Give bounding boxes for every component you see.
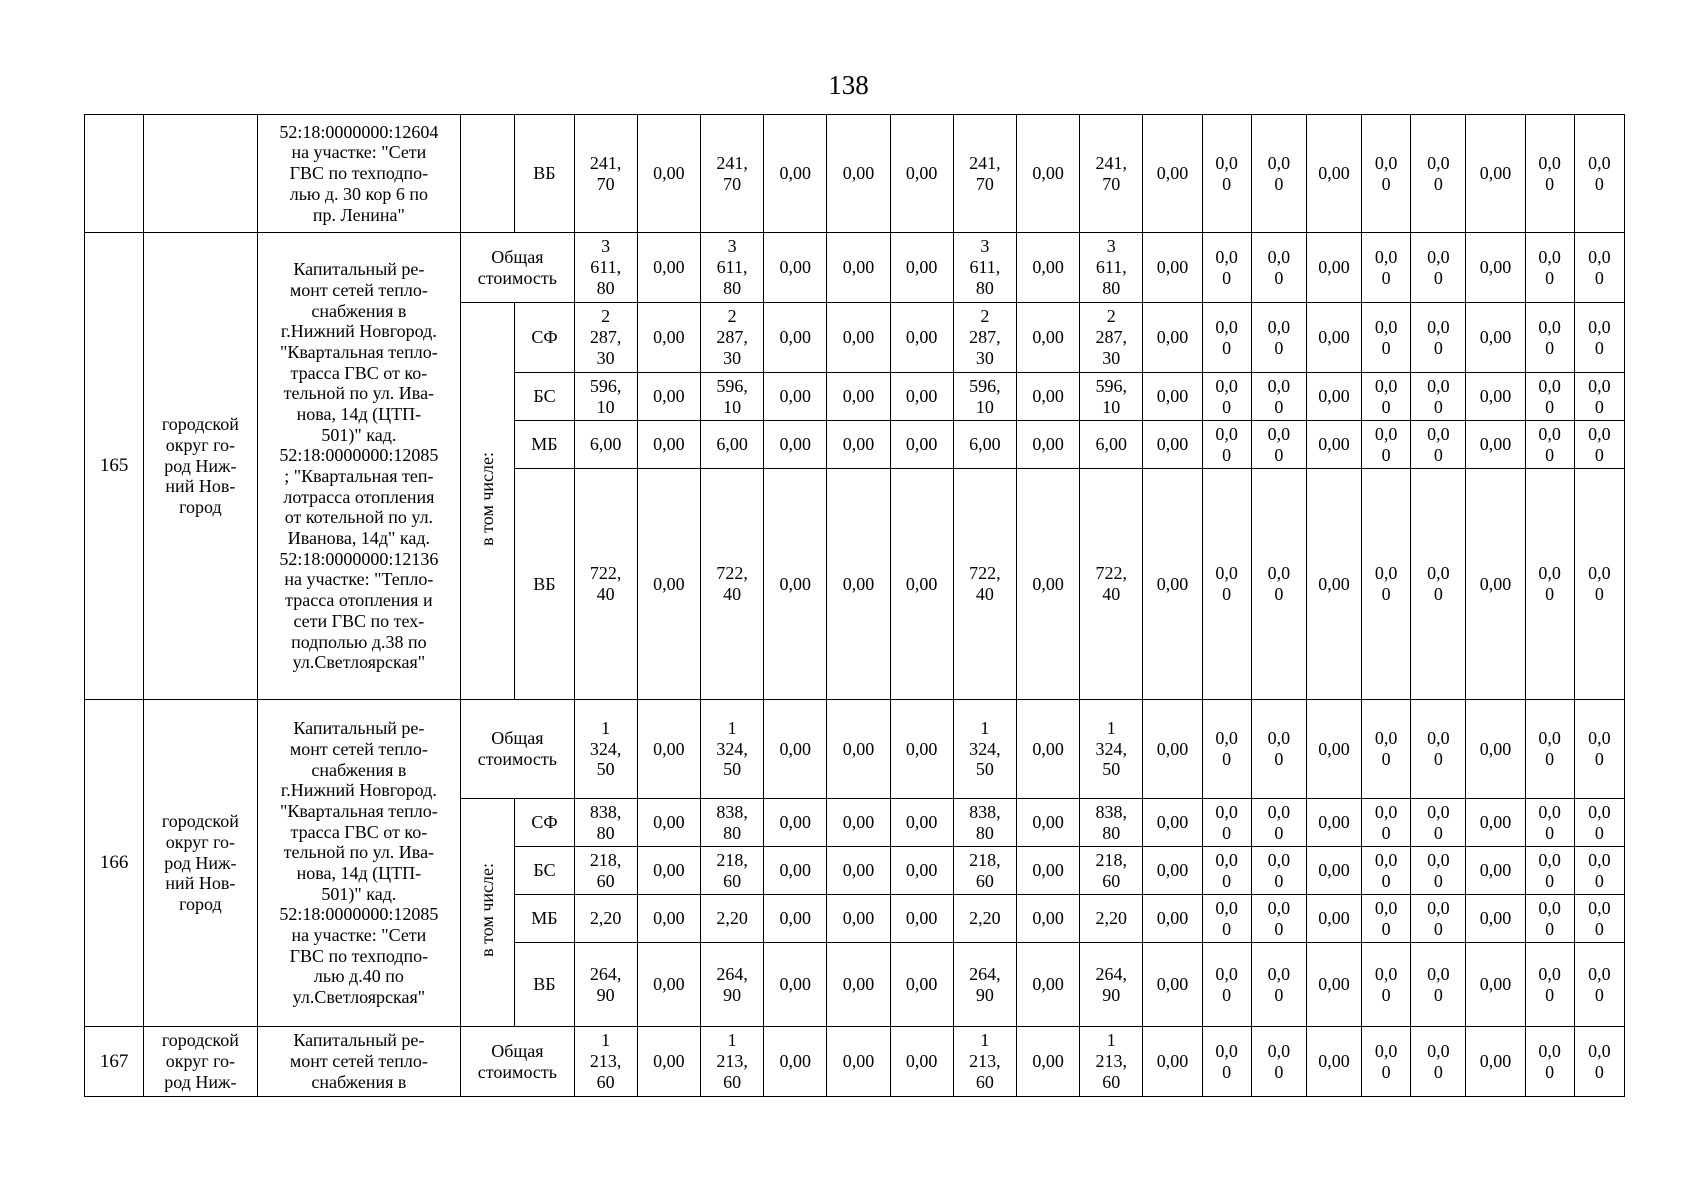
total-cell-3: 1 324, 50 (700, 700, 763, 799)
value-cell-15: 0,0 0 (1411, 303, 1466, 373)
value-cell-5: 0,00 (827, 303, 890, 373)
value-cell-10: 0,00 (1143, 303, 1202, 373)
value-cell-12: 0,0 0 (1251, 303, 1306, 373)
value-cell-12: 0,0 0 (1251, 895, 1306, 943)
value-cell-15: 0,0 0 (1411, 943, 1466, 1027)
value-cell-4: 0,00 (764, 303, 827, 373)
value-cell-8: 0,00 (1016, 847, 1079, 895)
total-cell-14: 0,0 0 (1362, 233, 1411, 303)
total-cost-label: Общая стоимость (461, 700, 574, 799)
value-cell-10: 0,00 (1143, 115, 1202, 233)
funding-source-label: МБ (515, 421, 574, 469)
funding-source-label: СФ (515, 303, 574, 373)
value-cell-3: 6,00 (700, 421, 763, 469)
value-cell-16: 0,00 (1466, 115, 1525, 233)
value-cell-11: 0,0 0 (1202, 799, 1251, 847)
municipality-cell: городской округ го- род Ниж- (144, 1027, 257, 1097)
value-cell-18: 0,0 0 (1574, 303, 1624, 373)
value-cell-18: 0,0 0 (1574, 799, 1624, 847)
funding-source-label: БС (515, 847, 574, 895)
value-cell-2: 0,00 (637, 943, 700, 1027)
value-cell-2: 0,00 (637, 895, 700, 943)
value-cell-17: 0,0 0 (1525, 303, 1574, 373)
value-cell-5: 0,00 (827, 421, 890, 469)
value-cell-8: 0,00 (1016, 303, 1079, 373)
total-cell-7: 1 213, 60 (953, 1027, 1016, 1097)
value-cell-10: 0,00 (1143, 799, 1202, 847)
value-cell-2: 0,00 (637, 115, 700, 233)
value-cell-11: 0,0 0 (1202, 115, 1251, 233)
value-cell-14: 0,0 0 (1362, 373, 1411, 421)
including-label: в том числе: (477, 863, 498, 958)
funding-source-label: МБ (515, 895, 574, 943)
table-row-total (85, 233, 1625, 303)
value-cell-2: 0,00 (637, 421, 700, 469)
value-cell-12: 0,0 0 (1251, 469, 1306, 700)
total-cell-14: 0,0 0 (1362, 700, 1411, 799)
value-cell-5: 0,00 (827, 943, 890, 1027)
value-cell-1: 6,00 (574, 421, 637, 469)
value-cell-6: 0,00 (890, 895, 953, 943)
value-cell-10: 0,00 (1143, 847, 1202, 895)
including-label: в том числе: (477, 451, 498, 546)
value-cell-9: 596, 10 (1080, 373, 1143, 421)
value-cell-8: 0,00 (1016, 895, 1079, 943)
value-cell-6: 0,00 (890, 373, 953, 421)
value-cell-3: 838, 80 (700, 799, 763, 847)
total-cell-18: 0,0 0 (1574, 233, 1624, 303)
value-cell-8: 0,00 (1016, 373, 1079, 421)
total-cell-13: 0,00 (1306, 1027, 1361, 1097)
value-cell-11: 0,0 0 (1202, 303, 1251, 373)
value-cell-8: 0,00 (1016, 469, 1079, 700)
including-label-cell (461, 115, 515, 233)
value-cell-10: 0,00 (1143, 421, 1202, 469)
page-number: 138 (828, 70, 869, 100)
value-cell-15: 0,0 0 (1411, 895, 1466, 943)
value-cell-8: 0,00 (1016, 943, 1079, 1027)
budget-table (84, 114, 1625, 1097)
value-cell-14: 0,0 0 (1362, 799, 1411, 847)
total-cell-13: 0,00 (1306, 233, 1361, 303)
value-cell-7: 241, 70 (953, 115, 1016, 233)
total-cell-13: 0,00 (1306, 700, 1361, 799)
total-cell-5: 0,00 (827, 233, 890, 303)
value-cell-4: 0,00 (764, 469, 827, 700)
total-cell-6: 0,00 (890, 1027, 953, 1097)
total-cell-1: 3 611, 80 (574, 233, 637, 303)
total-cell-10: 0,00 (1143, 1027, 1202, 1097)
municipality-cell (144, 115, 257, 233)
value-cell-16: 0,00 (1466, 303, 1525, 373)
total-cell-4: 0,00 (764, 700, 827, 799)
total-cell-5: 0,00 (827, 1027, 890, 1097)
value-cell-4: 0,00 (764, 115, 827, 233)
table-row-total (85, 1027, 1625, 1097)
project-description: Капитальный ре- монт сетей тепло- снабжения в г.Нижний Новгород. "Квартальная тепло- трасса ГВС от ко- тельной по ул. Ива- нова, 14д (ЦТП- 501)" кад. 52:18:0000000:12085 на участке: "Сети ГВС по техподпо- лью д.40 по ул.Светлоярская" (257, 700, 461, 1027)
value-cell-6: 0,00 (890, 799, 953, 847)
value-cell-7: 2 287, 30 (953, 303, 1016, 373)
value-cell-14: 0,0 0 (1362, 469, 1411, 700)
value-cell-14: 0,0 0 (1362, 303, 1411, 373)
value-cell-1: 241, 70 (574, 115, 637, 233)
value-cell-7: 264, 90 (953, 943, 1016, 1027)
total-cell-9: 3 611, 80 (1080, 233, 1143, 303)
value-cell-16: 0,00 (1466, 421, 1525, 469)
total-cell-16: 0,00 (1466, 233, 1525, 303)
value-cell-6: 0,00 (890, 847, 953, 895)
value-cell-7: 722, 40 (953, 469, 1016, 700)
value-cell-6: 0,00 (890, 115, 953, 233)
total-cost-label: Общая стоимость (461, 1027, 574, 1097)
value-cell-1: 2,20 (574, 895, 637, 943)
value-cell-1: 264, 90 (574, 943, 637, 1027)
value-cell-17: 0,0 0 (1525, 943, 1574, 1027)
value-cell-16: 0,00 (1466, 373, 1525, 421)
total-cell-18: 0,0 0 (1574, 1027, 1624, 1097)
value-cell-1: 838, 80 (574, 799, 637, 847)
value-cell-10: 0,00 (1143, 469, 1202, 700)
total-cell-16: 0,00 (1466, 1027, 1525, 1097)
total-cell-6: 0,00 (890, 700, 953, 799)
value-cell-11: 0,0 0 (1202, 469, 1251, 700)
total-cell-10: 0,00 (1143, 700, 1202, 799)
total-cell-17: 0,0 0 (1525, 1027, 1574, 1097)
value-cell-15: 0,0 0 (1411, 469, 1466, 700)
value-cell-3: 596, 10 (700, 373, 763, 421)
value-cell-18: 0,0 0 (1574, 469, 1624, 700)
value-cell-4: 0,00 (764, 943, 827, 1027)
total-cell-2: 0,00 (637, 700, 700, 799)
including-label-cell (461, 799, 515, 1027)
value-cell-13: 0,00 (1306, 847, 1361, 895)
funding-source-label: СФ (515, 799, 574, 847)
value-cell-14: 0,0 0 (1362, 895, 1411, 943)
value-cell-15: 0,0 0 (1411, 421, 1466, 469)
value-cell-17: 0,0 0 (1525, 421, 1574, 469)
value-cell-5: 0,00 (827, 469, 890, 700)
value-cell-7: 2,20 (953, 895, 1016, 943)
row-number: 165 (85, 233, 144, 700)
total-cell-8: 0,00 (1016, 700, 1079, 799)
value-cell-17: 0,0 0 (1525, 799, 1574, 847)
value-cell-5: 0,00 (827, 373, 890, 421)
value-cell-12: 0,0 0 (1251, 373, 1306, 421)
value-cell-14: 0,0 0 (1362, 943, 1411, 1027)
value-cell-4: 0,00 (764, 895, 827, 943)
value-cell-3: 2,20 (700, 895, 763, 943)
total-cell-4: 0,00 (764, 1027, 827, 1097)
value-cell-4: 0,00 (764, 799, 827, 847)
value-cell-18: 0,0 0 (1574, 421, 1624, 469)
value-cell-3: 218, 60 (700, 847, 763, 895)
project-description: 52:18:0000000:12604 на участке: "Сети ГВС по техподпо- лью д. 30 кор 6 по пр. Ленина" (257, 115, 461, 233)
value-cell-13: 0,00 (1306, 799, 1361, 847)
value-cell-17: 0,0 0 (1525, 115, 1574, 233)
value-cell-6: 0,00 (890, 469, 953, 700)
total-cell-1: 1 324, 50 (574, 700, 637, 799)
value-cell-8: 0,00 (1016, 115, 1079, 233)
value-cell-3: 2 287, 30 (700, 303, 763, 373)
value-cell-15: 0,0 0 (1411, 799, 1466, 847)
value-cell-18: 0,0 0 (1574, 115, 1624, 233)
value-cell-1: 2 287, 30 (574, 303, 637, 373)
value-cell-3: 722, 40 (700, 469, 763, 700)
value-cell-5: 0,00 (827, 115, 890, 233)
project-description: Капитальный ре- монт сетей тепло- снабжения в г.Нижний Новгород. "Квартальная тепло- трасса ГВС от ко- тельной по ул. Ива- нова, 14д (ЦТП- 501)" кад. 52:18:0000000:12085 ; "Квартальная теп- лотрасса отопления от котельной по ул. Иванова, 14д" кад. 52:18:0000000:12136 на участке: "Тепло- трасса отопления и сети ГВС по тех- подполью д.38 по ул.Светлоярская" (257, 233, 461, 700)
value-cell-9: 722, 40 (1080, 469, 1143, 700)
value-cell-1: 722, 40 (574, 469, 637, 700)
total-cell-17: 0,0 0 (1525, 700, 1574, 799)
row-number: 167 (85, 1027, 144, 1097)
total-cell-7: 1 324, 50 (953, 700, 1016, 799)
total-cell-9: 1 324, 50 (1080, 700, 1143, 799)
total-cell-11: 0,0 0 (1202, 700, 1251, 799)
value-cell-7: 6,00 (953, 421, 1016, 469)
value-cell-8: 0,00 (1016, 799, 1079, 847)
total-cell-8: 0,00 (1016, 1027, 1079, 1097)
value-cell-13: 0,00 (1306, 421, 1361, 469)
value-cell-1: 218, 60 (574, 847, 637, 895)
value-cell-9: 838, 80 (1080, 799, 1143, 847)
project-description: Капитальный ре- монт сетей тепло- снабжения в (257, 1027, 461, 1097)
row-number (85, 115, 144, 233)
value-cell-18: 0,0 0 (1574, 847, 1624, 895)
value-cell-7: 838, 80 (953, 799, 1016, 847)
total-cell-14: 0,0 0 (1362, 1027, 1411, 1097)
value-cell-13: 0,00 (1306, 115, 1361, 233)
total-cell-16: 0,00 (1466, 700, 1525, 799)
value-cell-14: 0,0 0 (1362, 115, 1411, 233)
value-cell-2: 0,00 (637, 847, 700, 895)
funding-source-label: ВБ (515, 469, 574, 700)
value-cell-9: 218, 60 (1080, 847, 1143, 895)
total-cell-12: 0,0 0 (1251, 1027, 1306, 1097)
value-cell-6: 0,00 (890, 943, 953, 1027)
value-cell-16: 0,00 (1466, 799, 1525, 847)
value-cell-16: 0,00 (1466, 469, 1525, 700)
total-cell-4: 0,00 (764, 233, 827, 303)
value-cell-16: 0,00 (1466, 943, 1525, 1027)
total-cell-2: 0,00 (637, 233, 700, 303)
value-cell-3: 241, 70 (700, 115, 763, 233)
total-cell-18: 0,0 0 (1574, 700, 1624, 799)
value-cell-16: 0,00 (1466, 847, 1525, 895)
funding-source-label: ВБ (515, 115, 574, 233)
value-cell-13: 0,00 (1306, 373, 1361, 421)
municipality-cell: городской округ го- род Ниж- ний Нов- город (144, 700, 257, 1027)
funding-source-label: БС (515, 373, 574, 421)
total-cost-label: Общая стоимость (461, 233, 574, 303)
value-cell-14: 0,0 0 (1362, 421, 1411, 469)
value-cell-1: 596, 10 (574, 373, 637, 421)
value-cell-18: 0,0 0 (1574, 943, 1624, 1027)
value-cell-17: 0,0 0 (1525, 469, 1574, 700)
total-cell-11: 0,0 0 (1202, 233, 1251, 303)
value-cell-9: 241, 70 (1080, 115, 1143, 233)
value-cell-2: 0,00 (637, 799, 700, 847)
value-cell-12: 0,0 0 (1251, 943, 1306, 1027)
value-cell-17: 0,0 0 (1525, 847, 1574, 895)
value-cell-7: 596, 10 (953, 373, 1016, 421)
value-cell-13: 0,00 (1306, 469, 1361, 700)
value-cell-18: 0,0 0 (1574, 373, 1624, 421)
value-cell-5: 0,00 (827, 895, 890, 943)
value-cell-9: 2 287, 30 (1080, 303, 1143, 373)
value-cell-4: 0,00 (764, 421, 827, 469)
municipality-cell: городской округ го- род Ниж- ний Нов- город (144, 233, 257, 700)
value-cell-2: 0,00 (637, 373, 700, 421)
value-cell-9: 264, 90 (1080, 943, 1143, 1027)
value-cell-17: 0,0 0 (1525, 373, 1574, 421)
total-cell-12: 0,0 0 (1251, 233, 1306, 303)
total-cell-15: 0,0 0 (1411, 233, 1466, 303)
total-cell-7: 3 611, 80 (953, 233, 1016, 303)
total-cell-8: 0,00 (1016, 233, 1079, 303)
value-cell-11: 0,0 0 (1202, 373, 1251, 421)
value-cell-12: 0,0 0 (1251, 421, 1306, 469)
value-cell-11: 0,0 0 (1202, 421, 1251, 469)
value-cell-12: 0,0 0 (1251, 799, 1306, 847)
value-cell-13: 0,00 (1306, 895, 1361, 943)
value-cell-3: 264, 90 (700, 943, 763, 1027)
value-cell-13: 0,00 (1306, 943, 1361, 1027)
value-cell-15: 0,0 0 (1411, 373, 1466, 421)
value-cell-4: 0,00 (764, 847, 827, 895)
value-cell-4: 0,00 (764, 373, 827, 421)
table-row (85, 115, 1625, 233)
table-row-total (85, 700, 1625, 799)
value-cell-9: 2,20 (1080, 895, 1143, 943)
value-cell-14: 0,0 0 (1362, 847, 1411, 895)
value-cell-6: 0,00 (890, 421, 953, 469)
value-cell-6: 0,00 (890, 303, 953, 373)
total-cell-3: 1 213, 60 (700, 1027, 763, 1097)
funding-source-label: ВБ (515, 943, 574, 1027)
total-cell-1: 1 213, 60 (574, 1027, 637, 1097)
value-cell-10: 0,00 (1143, 373, 1202, 421)
total-cell-17: 0,0 0 (1525, 233, 1574, 303)
value-cell-17: 0,0 0 (1525, 895, 1574, 943)
value-cell-12: 0,0 0 (1251, 115, 1306, 233)
value-cell-18: 0,0 0 (1574, 895, 1624, 943)
value-cell-7: 218, 60 (953, 847, 1016, 895)
total-cell-10: 0,00 (1143, 233, 1202, 303)
value-cell-9: 6,00 (1080, 421, 1143, 469)
value-cell-15: 0,0 0 (1411, 115, 1466, 233)
row-number: 166 (85, 700, 144, 1027)
total-cell-15: 0,0 0 (1411, 1027, 1466, 1097)
value-cell-10: 0,00 (1143, 895, 1202, 943)
total-cell-11: 0,0 0 (1202, 1027, 1251, 1097)
total-cell-6: 0,00 (890, 233, 953, 303)
value-cell-11: 0,0 0 (1202, 847, 1251, 895)
total-cell-2: 0,00 (637, 1027, 700, 1097)
total-cell-5: 0,00 (827, 700, 890, 799)
value-cell-5: 0,00 (827, 799, 890, 847)
value-cell-10: 0,00 (1143, 943, 1202, 1027)
value-cell-8: 0,00 (1016, 421, 1079, 469)
total-cell-9: 1 213, 60 (1080, 1027, 1143, 1097)
value-cell-12: 0,0 0 (1251, 847, 1306, 895)
including-label-cell (461, 303, 515, 700)
value-cell-16: 0,00 (1466, 895, 1525, 943)
value-cell-5: 0,00 (827, 847, 890, 895)
value-cell-2: 0,00 (637, 303, 700, 373)
value-cell-11: 0,0 0 (1202, 895, 1251, 943)
total-cell-3: 3 611, 80 (700, 233, 763, 303)
total-cell-12: 0,0 0 (1251, 700, 1306, 799)
value-cell-13: 0,00 (1306, 303, 1361, 373)
value-cell-11: 0,0 0 (1202, 943, 1251, 1027)
value-cell-15: 0,0 0 (1411, 847, 1466, 895)
value-cell-2: 0,00 (637, 469, 700, 700)
total-cell-15: 0,0 0 (1411, 700, 1466, 799)
